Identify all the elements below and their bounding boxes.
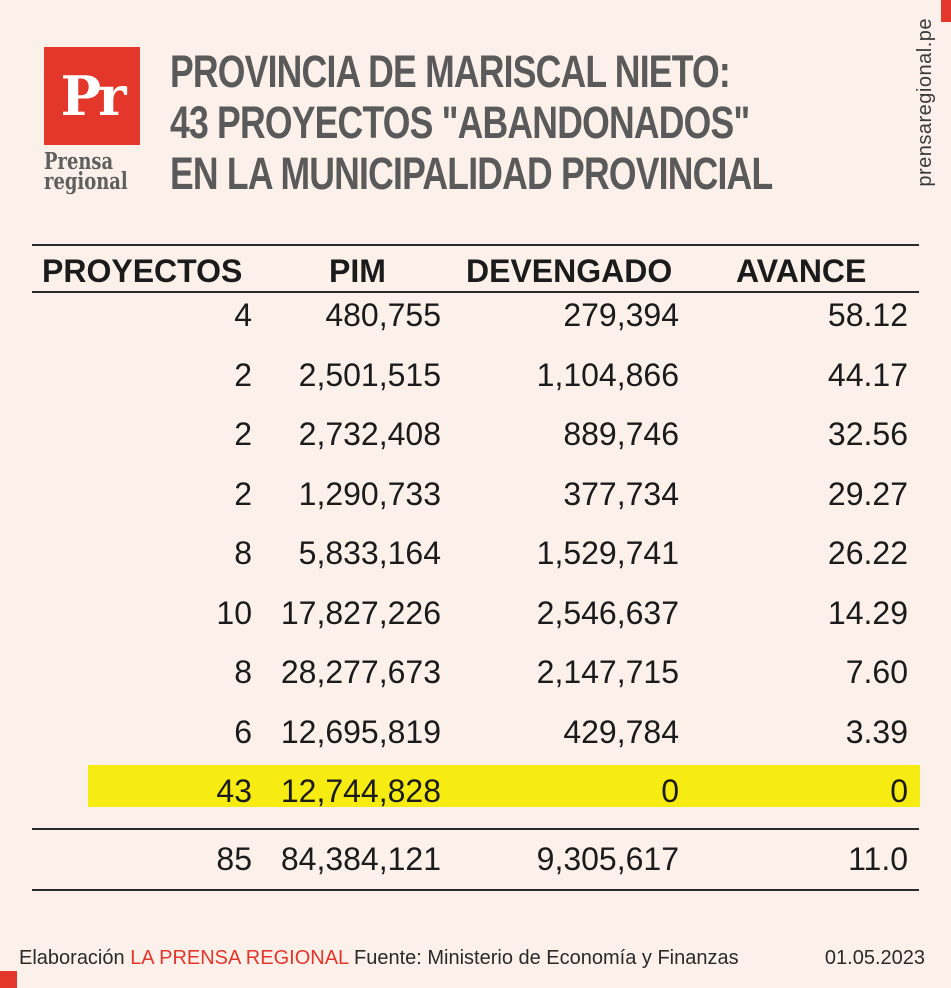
footer-brand: LA PRENSA REGIONAL [130, 947, 349, 969]
title-line-2: 43 PROYECTOS "ABANDONADOS" [170, 97, 750, 148]
cell-pim-row-1: 480,755 [325, 297, 441, 333]
cell-avance-row-8: 3.39 [845, 713, 908, 750]
cell-proyectos-row-5: 8 [234, 535, 252, 571]
cell-pim-row-2: 2,501,515 [298, 356, 441, 393]
logo-badge [44, 47, 140, 145]
cell-proyectos-row-7: 8 [234, 654, 252, 690]
total-avance: 11.0 [848, 841, 908, 877]
title-line-3: EN LA MUNICIPALIDAD PROVINCIAL [170, 148, 773, 199]
cell-avance-row-5: 26.22 [827, 535, 908, 571]
header-devengado: DEVENGADO [466, 253, 673, 289]
cell-devengado-row-2: 1,104,866 [536, 356, 679, 393]
cell-avance-row-7: 7.60 [845, 654, 908, 690]
cell-pim-row-3: 2,732,408 [298, 416, 441, 452]
total-devengado: 9,305,617 [536, 841, 679, 877]
cell-devengado-row-3: 889,746 [563, 416, 679, 452]
corner-accent-bottom [0, 971, 17, 988]
cell-devengado-row-4: 377,734 [563, 475, 679, 512]
title-line-1: PROVINCIA DE MARISCAL NIETO: [170, 46, 730, 97]
cell-avance-row-2: 44.17 [827, 356, 908, 393]
cell-proyectos-row-3: 2 [234, 416, 252, 452]
table-bottom-rule [32, 889, 919, 891]
cell-proyectos-row-9: 43 [216, 773, 252, 809]
cell-proyectos-row-2: 2 [234, 356, 252, 393]
table-header-rule [32, 291, 919, 293]
total-pim: 84,384,121 [280, 841, 441, 877]
cell-avance-row-6: 14.29 [827, 594, 908, 631]
corner-accent [941, 0, 951, 22]
footer-source: Fuente: Ministerio de Economía y Finanzas [353, 947, 739, 969]
cell-pim-row-4: 1,290,733 [298, 475, 441, 512]
cell-proyectos-row-4: 2 [234, 475, 252, 512]
cell-devengado-row-8: 429,784 [563, 713, 679, 750]
cell-avance-row-3: 32.56 [827, 416, 908, 452]
header-avance: AVANCE [736, 253, 867, 289]
cell-devengado-row-9: 0 [661, 773, 679, 809]
footer-prefix: Elaboración [19, 947, 125, 969]
footer-date: 01.05.2023 [824, 947, 925, 969]
site-url: prensaregional.pe [914, 18, 936, 187]
cell-proyectos-row-8: 6 [234, 713, 252, 750]
total-proyectos: 85 [216, 841, 252, 877]
cell-devengado-row-5: 1,529,741 [536, 535, 679, 571]
cell-proyectos-row-6: 10 [216, 594, 252, 631]
cell-pim-row-9: 12,744,828 [280, 773, 441, 809]
cell-avance-row-4: 29.27 [827, 475, 908, 512]
cell-pim-row-7: 28,277,673 [280, 654, 441, 690]
header-proyectos: PROYECTOS [42, 253, 243, 289]
cell-proyectos-row-1: 4 [234, 297, 252, 333]
cell-avance-row-1: 58.12 [827, 297, 908, 333]
cell-devengado-row-1: 279,394 [563, 297, 679, 333]
logo-word-1: Prensa [44, 148, 114, 175]
logo-word-2: regional [44, 168, 128, 195]
cell-pim-row-8: 12,695,819 [280, 713, 441, 750]
cell-devengado-row-7: 2,147,715 [536, 654, 679, 690]
table-top-rule [32, 244, 919, 246]
cell-pim-row-5: 5,833,164 [298, 535, 441, 571]
cell-devengado-row-6: 2,546,637 [536, 594, 679, 631]
page-title [170, 46, 773, 199]
footer-credit [19, 947, 739, 970]
logo-text: Pr [60, 64, 124, 128]
total-top-rule [32, 828, 919, 830]
header-pim: PIM [329, 253, 386, 289]
cell-avance-row-9: 0 [890, 773, 908, 809]
cell-pim-row-6: 17,827,226 [280, 594, 441, 631]
